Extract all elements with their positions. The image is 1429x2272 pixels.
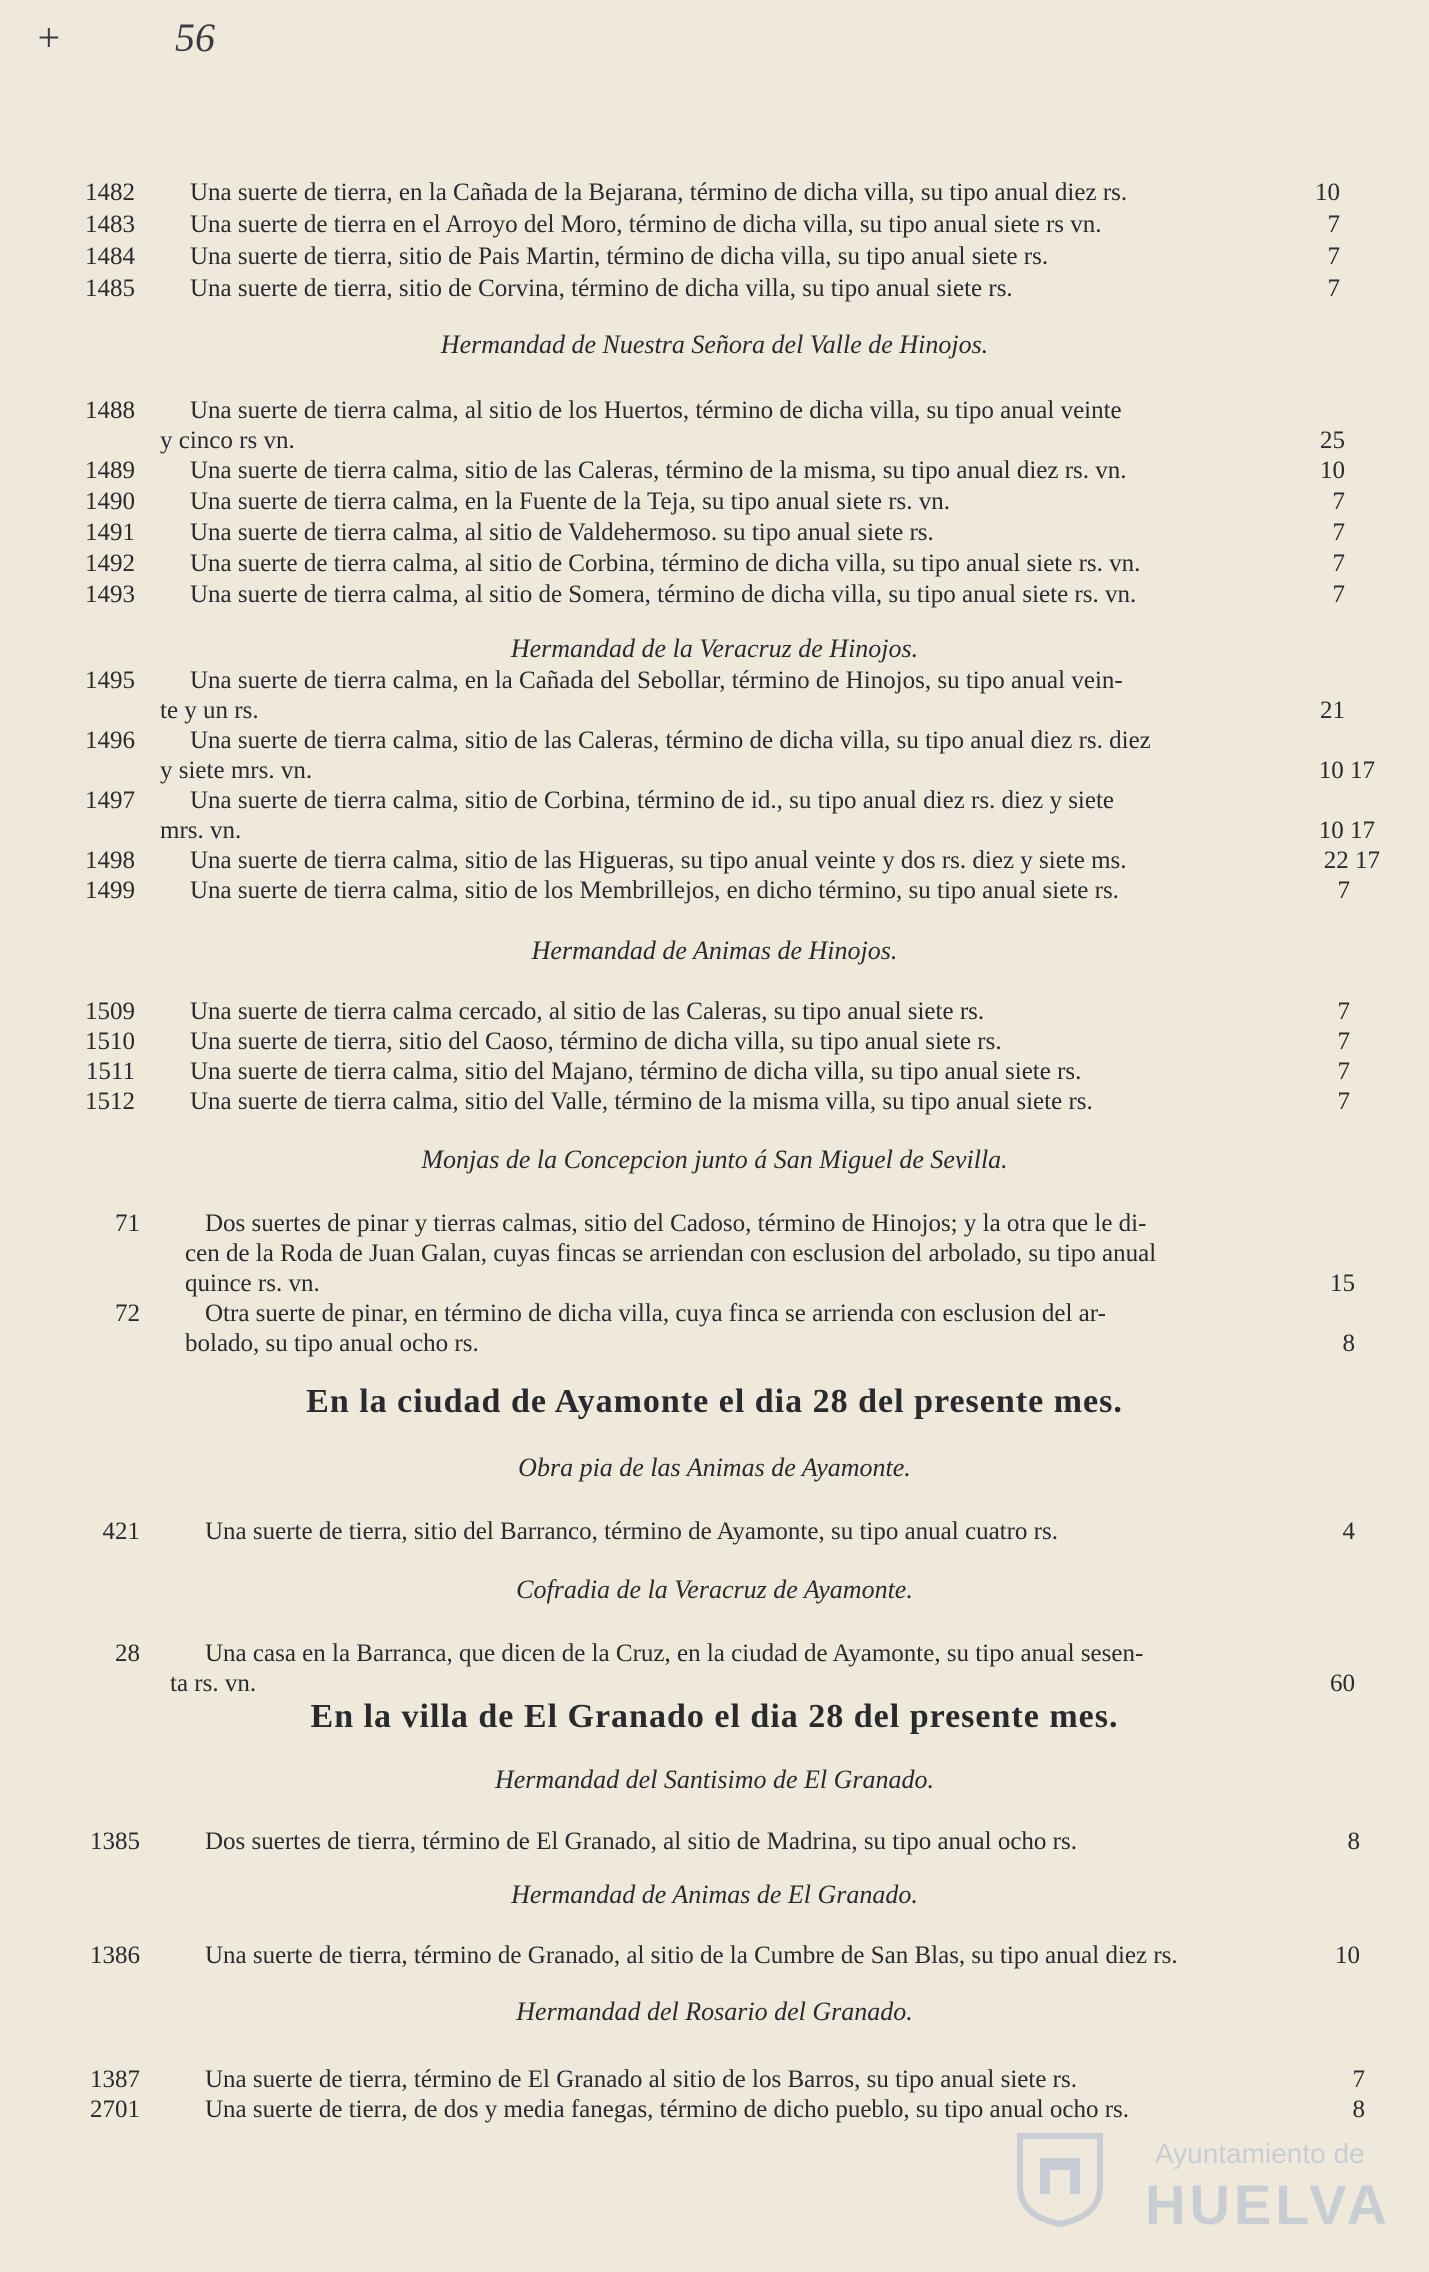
entry-number: 1511 <box>85 1058 135 1085</box>
entry-text: Una suerte de tierra, término de El Granado al sitio de los Barros, su tipo anual siete rs. <box>205 2066 1077 2093</box>
entry-row-continuation <box>0 1327 1429 1361</box>
entry-row <box>0 208 1429 242</box>
entry-number: 1387 <box>90 2066 140 2093</box>
entry-amount: 10 <box>1320 457 1345 484</box>
entry-amount: 10 <box>1315 179 1340 206</box>
entry-row <box>0 1055 1429 1089</box>
entry-amount: 10 <box>1335 1942 1360 1969</box>
entry-row <box>0 2063 1429 2097</box>
entry-text: Una suerte de tierra calma, al sitio de Valdehermoso. su tipo anual siete rs. <box>190 519 934 546</box>
entry-row-continuation <box>0 1667 1429 1701</box>
entry-text: Una suerte de tierra calma, al sitio de Corbina, término de dicha villa, su tipo anual siete rs. vn. <box>190 550 1141 577</box>
entry-row <box>0 874 1429 908</box>
section-heading: Hermandad de Nuestra Señora del Valle de Hinojos. <box>440 330 989 359</box>
entry-text-continuation: y siete mrs. vn. <box>160 757 313 784</box>
entry-amount: 7 <box>1337 998 1350 1025</box>
entry-text: Una suerte de tierra calma, en la Cañada del Sebollar, término de Hinojos, su tipo anual vein- <box>190 667 1123 694</box>
entry-number: 1386 <box>90 1942 140 1969</box>
watermark-top-text: Ayuntamiento de <box>1155 2138 1365 2169</box>
entry-text: Una suerte de tierra en el Arroyo del Moro, término de dicha villa, su tipo anual siete rs vn. <box>190 211 1102 238</box>
entry-row <box>0 1515 1429 1549</box>
entry-row <box>0 995 1429 1029</box>
watermark-main-text: HUELVA <box>1145 2173 1391 2236</box>
entry-text: Una suerte de tierra calma, sitio del Majano, término de dicha villa, su tipo anual siete rs. <box>190 1058 1082 1085</box>
entry-number: 1482 <box>85 179 135 206</box>
entry-row <box>0 516 1429 550</box>
page-number-handwritten: 56 <box>175 15 215 60</box>
location-title: En la villa de El Granado el dia 28 del presente mes. <box>310 1698 1119 1735</box>
entry-text-continuation: bolado, su tipo anual ocho rs. <box>185 1330 479 1357</box>
entry-row <box>0 784 1429 818</box>
entry-number: 1484 <box>85 243 135 270</box>
entry-amount: 4 <box>1342 1518 1355 1545</box>
entry-row <box>0 578 1429 612</box>
entry-number: 1498 <box>85 847 135 874</box>
entry-row-continuation <box>0 754 1429 788</box>
entry-amount: 7 <box>1337 1088 1350 1115</box>
entry-row <box>0 1207 1429 1241</box>
entry-row-continuation <box>0 694 1429 728</box>
section-heading: Obra pia de las Animas de Ayamonte. <box>518 1453 911 1482</box>
entry-text: Una suerte de tierra, sitio de Corvina, término de dicha villa, su tipo anual siete rs. <box>190 275 1013 302</box>
entry-row <box>0 485 1429 519</box>
entry-number: 1485 <box>85 275 135 302</box>
section-heading: Hermandad de la Veracruz de Hinojos. <box>510 634 919 663</box>
entry-number: 1483 <box>85 211 135 238</box>
entry-amount: 7 <box>1327 275 1340 302</box>
entry-row-continuation <box>0 814 1429 848</box>
entry-text: Una suerte de tierra, en la Cañada de la Bejarana, término de dicha villa, su tipo anual diez rs. <box>190 179 1128 206</box>
entry-amount: 7 <box>1327 211 1340 238</box>
entry-row <box>0 724 1429 758</box>
entry-amount: 7 <box>1352 2066 1365 2093</box>
crest-icon <box>1010 2128 1110 2228</box>
entry-text-continuation: y cinco rs vn. <box>160 427 295 454</box>
entry-text: Una suerte de tierra calma, sitio de los Membrillejos, en dicho término, su tipo anual siete rs. <box>190 877 1119 904</box>
entry-number: 1488 <box>85 397 135 424</box>
entry-row <box>0 394 1429 428</box>
entry-text: Una suerte de tierra calma, sitio del Valle, término de la misma villa, su tipo anual siete rs. <box>190 1088 1093 1115</box>
entry-text: Una suerte de tierra calma, sitio de las Higueras, su tipo anual veinte y dos rs. diez y siete ms. <box>190 847 1127 874</box>
entry-text: Una casa en la Barranca, que dicen de la Cruz, en la ciudad de Ayamonte, su tipo anual sesen- <box>205 1640 1144 1667</box>
entry-amount: 10 17 <box>1318 757 1375 784</box>
entry-number: 1512 <box>85 1088 135 1115</box>
entry-amount: 21 <box>1320 697 1345 724</box>
entry-number: 1493 <box>85 581 135 608</box>
entry-row <box>0 664 1429 698</box>
entry-number: 1499 <box>85 877 135 904</box>
entry-row <box>0 1637 1429 1671</box>
entry-text-continuation: te y un rs. <box>160 697 259 724</box>
entry-text: Una suerte de tierra, sitio del Caoso, término de dicha villa, su tipo anual siete rs. <box>190 1028 1002 1055</box>
entry-number: 1509 <box>85 998 135 1025</box>
entry-amount: 60 <box>1330 1670 1355 1697</box>
entry-number: 71 <box>115 1210 140 1237</box>
entry-amount: 8 <box>1347 1828 1360 1855</box>
entry-text: Una suerte de tierra calma, al sitio de los Huertos, término de dicha villa, su tipo anual veinte <box>190 397 1122 424</box>
corner-mark-left: + <box>35 15 62 60</box>
entry-amount: 22 17 <box>1323 847 1380 874</box>
entry-text-continuation: ta rs. vn. <box>170 1670 257 1697</box>
entry-row <box>0 1025 1429 1059</box>
section-heading: Hermandad de Animas de El Granado. <box>511 1880 918 1909</box>
entry-number: 72 <box>115 1300 140 1327</box>
entry-text: Una suerte de tierra calma, sitio de las Caleras, término de la misma, su tipo anual diez rs. vn. <box>190 457 1127 484</box>
entry-number: 1495 <box>85 667 135 694</box>
entry-amount: 8 <box>1352 2096 1365 2123</box>
entry-amount: 7 <box>1337 877 1350 904</box>
entry-text-continuation: mrs. vn. <box>160 817 242 844</box>
entry-amount: 7 <box>1337 1058 1350 1085</box>
entry-number: 1385 <box>90 1828 140 1855</box>
entry-row <box>0 240 1429 274</box>
entry-text-continuation: quince rs. vn. <box>185 1270 320 1297</box>
entry-amount: 7 <box>1332 581 1345 608</box>
entry-amount: 7 <box>1332 519 1345 546</box>
section-heading: Hermandad de Animas de Hinojos. <box>531 936 898 965</box>
entry-number: 28 <box>115 1640 140 1667</box>
location-title: En la ciudad de Ayamonte el dia 28 del presente mes. <box>306 1383 1123 1420</box>
entry-number: 1497 <box>85 787 135 814</box>
entry-row <box>0 1297 1429 1331</box>
entry-row <box>0 1085 1429 1119</box>
entry-number: 1496 <box>85 727 135 754</box>
entry-row <box>0 1939 1429 1973</box>
entry-text-continuation: cen de la Roda de Juan Galan, cuyas fincas se arriendan con esclusion del arbolado, su tipo anual <box>185 1240 1157 1267</box>
watermark <box>1010 2120 1391 2240</box>
entry-row-continuation <box>0 424 1429 458</box>
entry-text: Una suerte de tierra, sitio de Pais Martin, término de dicha villa, su tipo anual siete rs. <box>190 243 1049 270</box>
section-heading: Cofradia de la Veracruz de Ayamonte. <box>516 1575 913 1604</box>
entry-text: Otra suerte de pinar, en término de dicha villa, cuya finca se arrienda con esclusion del ar- <box>205 1300 1106 1327</box>
entry-text: Una suerte de tierra, término de Granado, al sitio de la Cumbre de San Blas, su tipo anual diez rs. <box>205 1942 1178 1969</box>
entry-row-continuation <box>0 1267 1429 1301</box>
entry-number: 1490 <box>85 488 135 515</box>
entry-row <box>0 547 1429 581</box>
entry-row <box>0 1825 1429 1859</box>
entry-number: 1489 <box>85 457 135 484</box>
entry-text: Dos suertes de pinar y tierras calmas, sitio del Cadoso, término de Hinojos; y la otra que le di- <box>205 1210 1147 1237</box>
entry-number: 421 <box>102 1518 140 1545</box>
section-heading: Hermandad del Santisimo de El Granado. <box>494 1765 935 1794</box>
entry-row <box>0 272 1429 306</box>
entry-amount: 7 <box>1327 243 1340 270</box>
entry-text: Una suerte de tierra calma cercado, al sitio de las Caleras, su tipo anual siete rs. <box>190 998 985 1025</box>
entry-text: Dos suertes de tierra, término de El Granado, al sitio de Madrina, su tipo anual ocho rs. <box>205 1828 1077 1855</box>
entry-amount: 15 <box>1330 1270 1355 1297</box>
entry-text: Una suerte de tierra, sitio del Barranco, término de Ayamonte, su tipo anual cuatro rs. <box>205 1518 1058 1545</box>
entry-row <box>0 176 1429 210</box>
entry-text: Una suerte de tierra calma, sitio de Corbina, término de id., su tipo anual diez rs. diez y siete <box>190 787 1115 814</box>
entry-amount: 10 17 <box>1318 817 1375 844</box>
entry-number: 1492 <box>85 550 135 577</box>
entry-number: 1491 <box>85 519 135 546</box>
entry-row <box>0 844 1429 878</box>
section-heading: Monjas de la Concepcion junto á San Miguel de Sevilla. <box>421 1145 1008 1174</box>
entry-text: Una suerte de tierra calma, en la Fuente de la Teja, su tipo anual siete rs. vn. <box>190 488 951 515</box>
entry-amount: 7 <box>1332 550 1345 577</box>
entry-number: 1510 <box>85 1028 135 1055</box>
entry-amount: 25 <box>1320 427 1345 454</box>
entry-amount: 7 <box>1332 488 1345 515</box>
entry-amount: 7 <box>1337 1028 1350 1055</box>
entry-row <box>0 454 1429 488</box>
entry-text: Una suerte de tierra calma, al sitio de Somera, término de dicha villa, su tipo anual siete rs. vn. <box>190 581 1137 608</box>
entry-number: 2701 <box>90 2096 140 2123</box>
entry-amount: 8 <box>1342 1330 1355 1357</box>
entry-row-continuation <box>0 1237 1429 1271</box>
section-heading: Hermandad del Rosario del Granado. <box>516 1997 913 2026</box>
entry-text: Una suerte de tierra calma, sitio de las Caleras, término de dicha villa, su tipo anual diez rs. diez <box>190 727 1151 754</box>
entry-text: Una suerte de tierra, de dos y media fanegas, término de dicho pueblo, su tipo anual ocho rs. <box>205 2096 1130 2123</box>
